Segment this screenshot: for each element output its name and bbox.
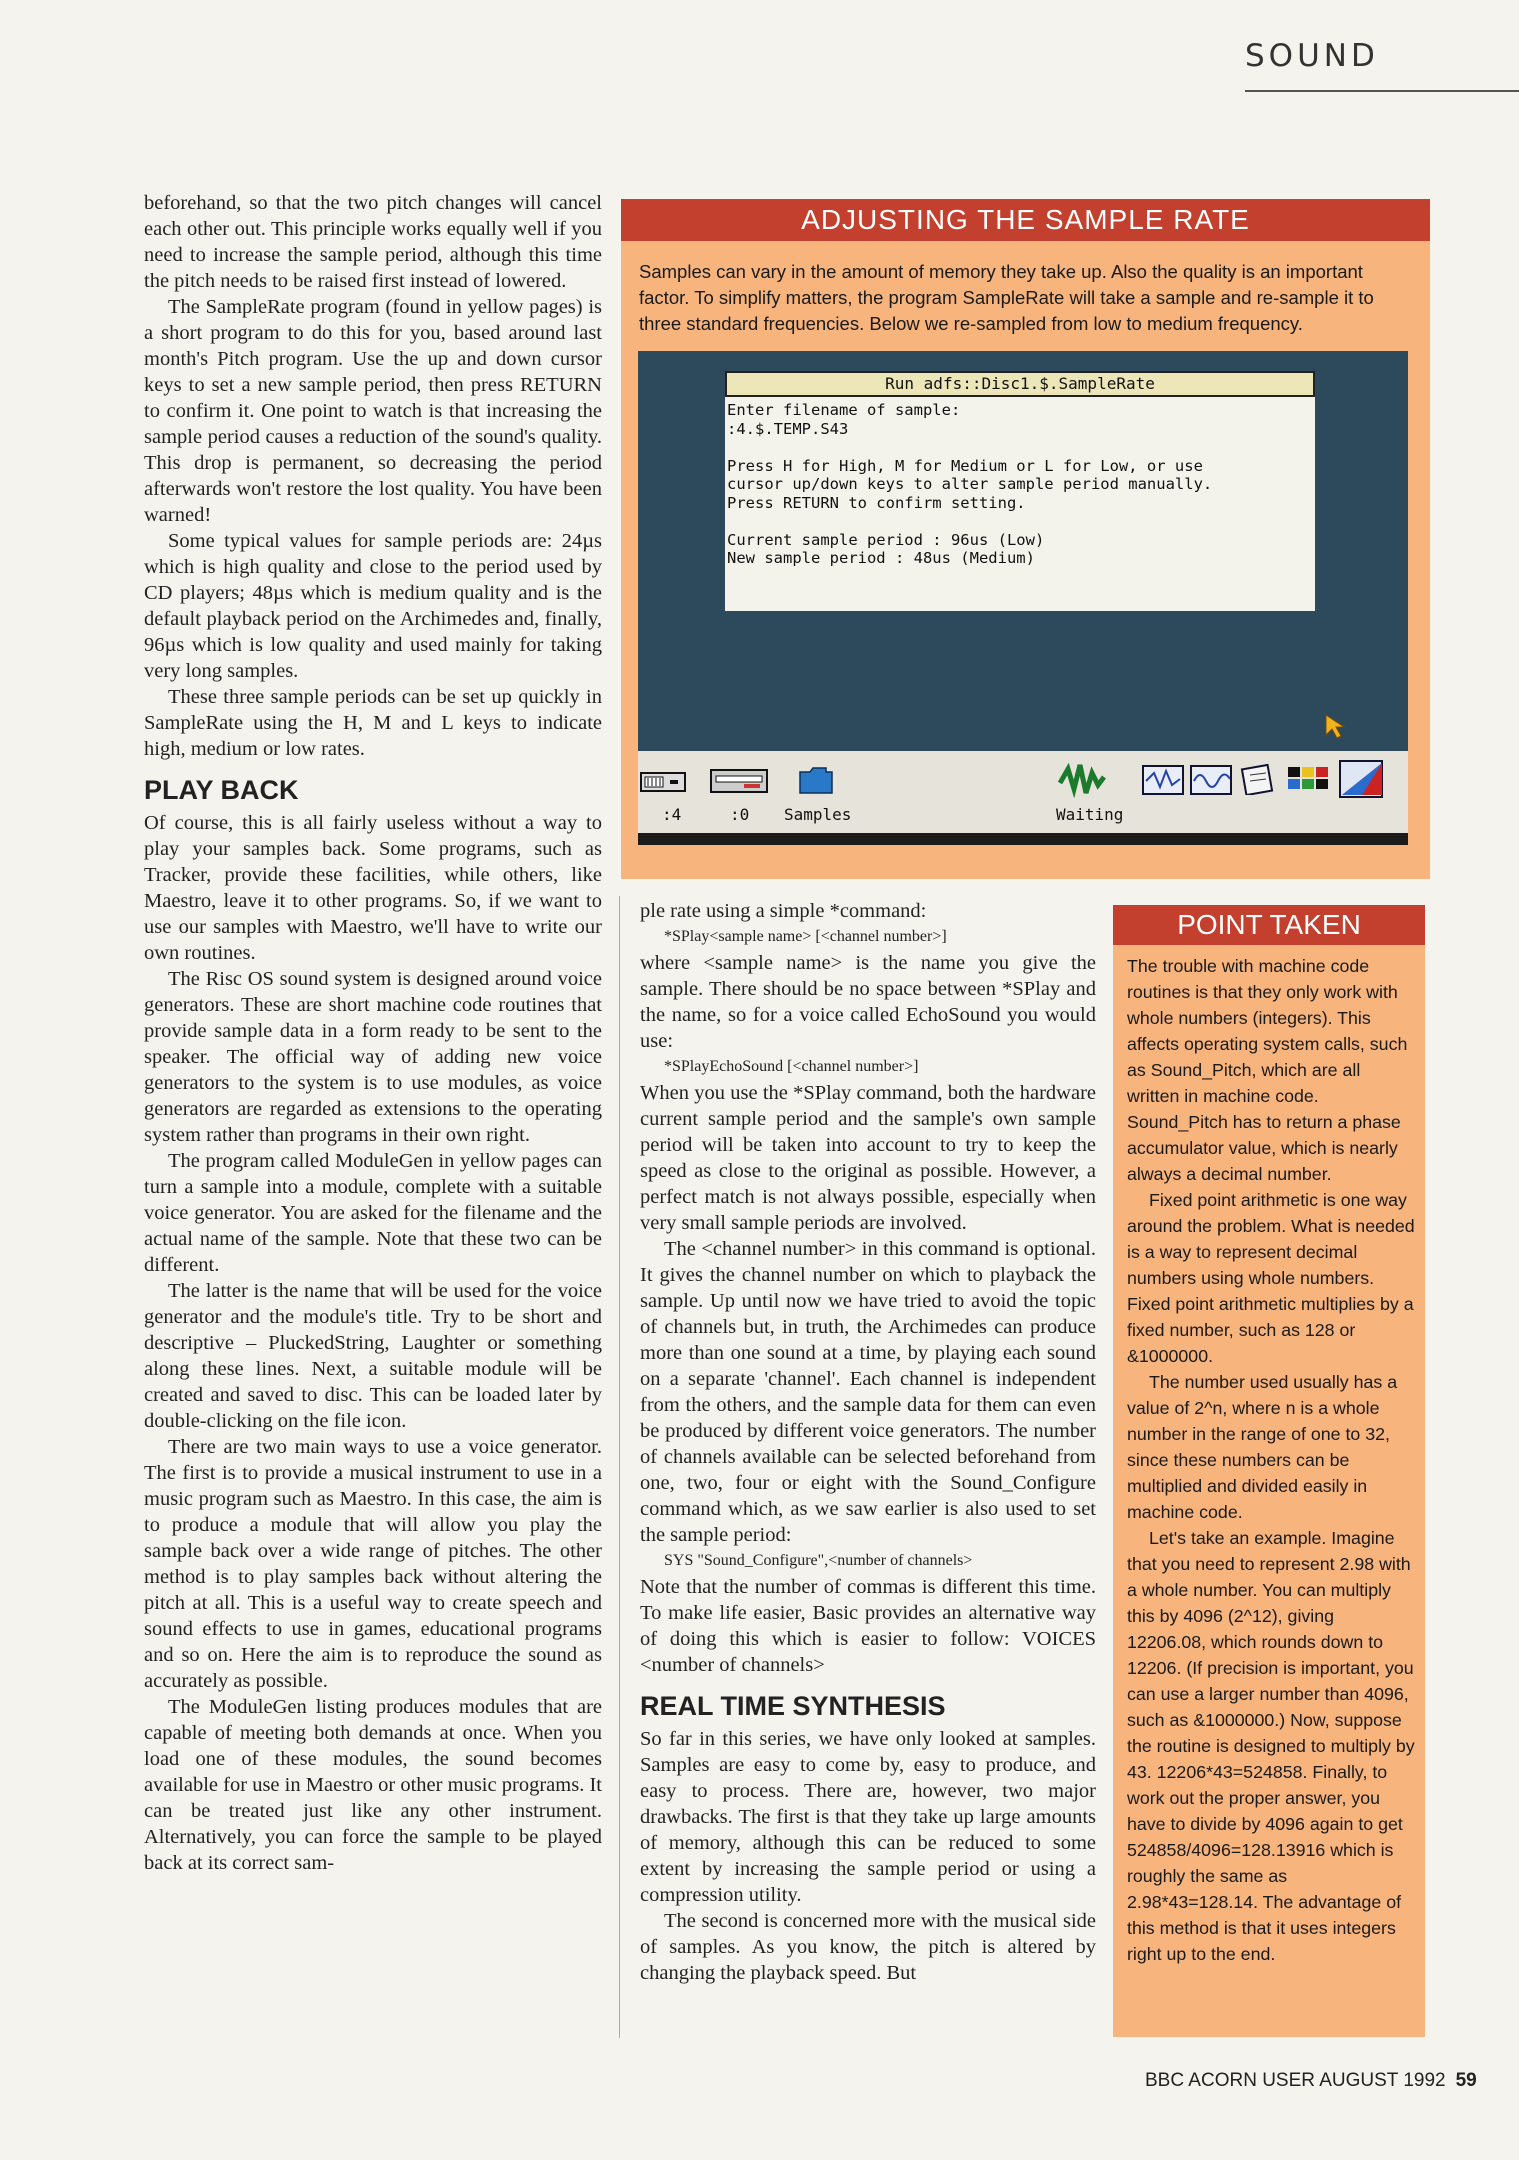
floppy-drive-icon[interactable] xyxy=(640,771,686,795)
panel-text: Samples can vary in the amount of memory they take up. Also the quality is an important factor. To simplify matters, the program SampleRate will take a sample and re-sample it to three standard frequencies. Below we re-sampled from low to medium frequency. xyxy=(639,261,1374,334)
paragraph: The trouble with machine code routines is that they only work with whole numbers (integers). This affects operating system calls, such as Sound_Pitch, which are all written in machine code. Sound_Pitch has to return a phase accumulator value, which is nearly always a decimal number. xyxy=(1127,956,1408,1184)
paragraph: When you use the *SPlay command, both the hardware current sample period and the sample's own sample period will be taken into account to try to keep the speed as close to the original as possible. However, a perfect match is not always possible, especially when very small sample periods are involved. xyxy=(640,1082,1096,1234)
magazine-issue: BBC ACORN USER AUGUST 1992 xyxy=(1145,2070,1446,2091)
paragraph: Note that the number of commas is different this time. To make life easier, Basic provides an alternative way of doing this which is easier to follow: VOICES <number of channels> xyxy=(640,1576,1096,1676)
column-divider xyxy=(619,896,620,2038)
window-title-bar[interactable]: Run adfs::Disc1.$.SampleRate xyxy=(725,371,1315,397)
folder-label: Samples xyxy=(784,805,852,824)
code-line: SYS "Sound_Configure",<number of channels> xyxy=(664,1552,973,1569)
desktop-screenshot xyxy=(638,351,1408,845)
paragraph: The <channel number> in this command is optional. It gives the channel number on which to playback the sample. Up until now we have tried to avoid the topic of channels but, in truth, the Archimedes can produce more than one sound at a time, by playing each sound on a separate 'channel'. Each channel is independent from the others, and the sample data for them can even be produced by different voice generators. The number of channels available can be selected beforehand from one, two, four or eight with the Sound_Configure command which, as we saw earlier is also used to set the sample period: xyxy=(640,1238,1096,1546)
sample-editor-icon[interactable] xyxy=(1142,765,1184,795)
paragraph: The Risc OS sound system is designed around voice generators. These are short machine code routines that provide sample data in a form ready to be sent to the speaker. The official way of adding new voice generators to the system is to use modules, as voice generators are regarded as extensions to the operating system rather than programs in their own right. xyxy=(144,968,602,1146)
paragraph: Some typical values for sample periods are: 24µs which is high quality and close to the period used by CD players; 48µs which is medium quality and is the default playback period on the Archimedes and, finally, 96µs which is low quality and used mainly for taking very long samples. xyxy=(144,530,602,682)
mouse-pointer-icon xyxy=(1324,713,1346,739)
panel-body xyxy=(1113,945,1425,1967)
hard-disc-icon[interactable] xyxy=(710,767,770,795)
paragraph: The ModuleGen listing produces modules that are capable of meeting both demands at once. When you load one of these modules, the sound becomes available for use in Maestro or other music programs. It can be treated just like any other instrument. Alternatively, you can force the sample to be played back at its correct sam- xyxy=(144,1696,602,1874)
status-label: Waiting xyxy=(1056,805,1124,824)
section-rule xyxy=(1245,90,1519,92)
code-line: *SPlay<sample name> [<channel number>] xyxy=(664,928,947,945)
folder-icon[interactable] xyxy=(798,765,834,795)
terminal-output: Enter filename of sample: :4.$.TEMP.S43 Press H for High, M for Medium or L for Low, or use cursor up/down keys to alter sample period manually. Press RETURN to confirm setting. Current sample period : 96us (Low) New sample period : 48us (Medium) xyxy=(727,401,1213,567)
drive-label: :4 xyxy=(662,805,682,824)
panel-title: POINT TAKEN xyxy=(1113,905,1425,945)
article-column-2 xyxy=(640,898,1096,1986)
code-line: *SPlayEchoSound [<channel number>] xyxy=(664,1058,919,1075)
document-icon[interactable] xyxy=(1238,763,1278,795)
section-label: SOUND xyxy=(1245,38,1379,74)
paragraph: These three sample periods can be set up quickly in SampleRate using the H, M and L keys to indicate high, medium or low rates. xyxy=(144,686,602,760)
panel-title: ADJUSTING THE SAMPLE RATE xyxy=(621,199,1430,241)
paragraph: where <sample name> is the name you give the sample. There should be no space between *SPlay and the name, so for a voice called EchoSound you would use: xyxy=(640,952,1096,1052)
icon-bar xyxy=(638,751,1408,845)
paragraph: The SampleRate program (found in yellow pages) is a short program to do this for you, based around last month's Pitch program. Use the up and down cursor keys to set a new sample period, then press RETURN to confirm it. One point to watch is that increasing the sample period causes a reduction of the sound's quality. This drop is permanent, so decreasing the period afterwards won't restore the lost quality. You have been warned! xyxy=(144,296,602,526)
paragraph: beforehand, so that the two pitch changes will cancel each other out. This principle works equally well if you need to increase the sample period, although this time the pitch needs to be raised first instead of lowered. xyxy=(144,192,602,292)
paragraph: Fixed point arithmetic is one way around the problem. What is needed is a way to represent decimal numbers using whole numbers. Fixed point arithmetic multiplies by a fixed number, such as 128 or &1000000. xyxy=(1127,1190,1415,1366)
page-footer xyxy=(1145,2070,1477,2092)
paragraph: So far in this series, we have only looked at samples. Samples are easy to come by, easy to produce, and easy to process. There are, however, two major drawbacks. The first is that they take up large amounts of memory, although this can be reduced to some extent by increasing the sample period or using a compression utility. xyxy=(640,1728,1096,1906)
screen-bottom-bar xyxy=(638,833,1408,845)
waveform-app-icon[interactable] xyxy=(1058,759,1106,799)
sample-rate-panel xyxy=(621,199,1430,879)
paragraph: The second is concerned more with the musical side of samples. As you know, the pitch is altered by changing the playback speed. But xyxy=(640,1910,1096,1984)
subheading-play-back: PLAY BACK xyxy=(144,775,299,805)
subheading-real-time-synthesis: REAL TIME SYNTHESIS xyxy=(640,1691,946,1721)
acorn-logo-icon[interactable] xyxy=(1338,759,1384,799)
drive-label: :0 xyxy=(730,805,750,824)
page-number: 59 xyxy=(1455,2070,1477,2091)
run-window xyxy=(725,371,1315,611)
paragraph: The number used usually has a value of 2^n, where n is a whole number in the range of one to 32, since these numbers can be multiplied and divided easily in machine code. xyxy=(1127,1372,1398,1522)
paragraph: There are two main ways to use a voice generator. The first is to provide a musical instrument to use in a music program such as Maestro. In this case, the aim is to produce a module that will allow you play the sample back over a wide range of pitches. The other method is to play samples back without altering the pitch at all. This is a useful way to create speech and sound effects to use in games, educational programs and so on. Here the aim is to reproduce the sound as accurately as possible. xyxy=(144,1436,602,1692)
paragraph: The program called ModuleGen in yellow pages can turn a sample into a module, complete with a suitable voice generator. You are asked for the filename and the actual name of the sample. Note that these two can be different. xyxy=(144,1150,602,1276)
point-taken-panel xyxy=(1113,905,1425,2037)
palette-icon[interactable] xyxy=(1286,763,1330,797)
paragraph: Let's take an example. Imagine that you need to represent 2.98 with a whole number. You can multiply this by 4096 (2^12), giving 12206.08, which rounds down to 12206. (If precision is important, you can use a larger number than 4096, such as &1000000.) Now, suppose the routine is designed to multiply by 43. 12206*43=524858. Finally, to work out the proper answer, you have to divide by 4096 again to get 524858/4096=128.13916 which is roughly the same as 2.98*43=128.14. The advantage of this method is that it uses integers right up to the end. xyxy=(1127,1528,1415,1964)
article-column-1 xyxy=(144,190,602,1876)
wave-editor-icon[interactable] xyxy=(1190,765,1232,795)
paragraph: Of course, this is all fairly useless without a way to play your samples back. Some programs, such as Tracker, provide these facilities, while others, like Maestro, leave it to other programs. So, if we want to use our samples with Maestro, we'll have to write our own routines. xyxy=(144,812,602,964)
paragraph: ple rate using a simple *command: xyxy=(640,900,927,922)
paragraph: The latter is the name that will be used for the voice generator and the module's title. Try to be short and descriptive – PluckedString, Laughter or something along these lines. Next, a suitable module will be created and saved to disc. This can be loaded later by double-clicking on the file icon. xyxy=(144,1280,602,1432)
